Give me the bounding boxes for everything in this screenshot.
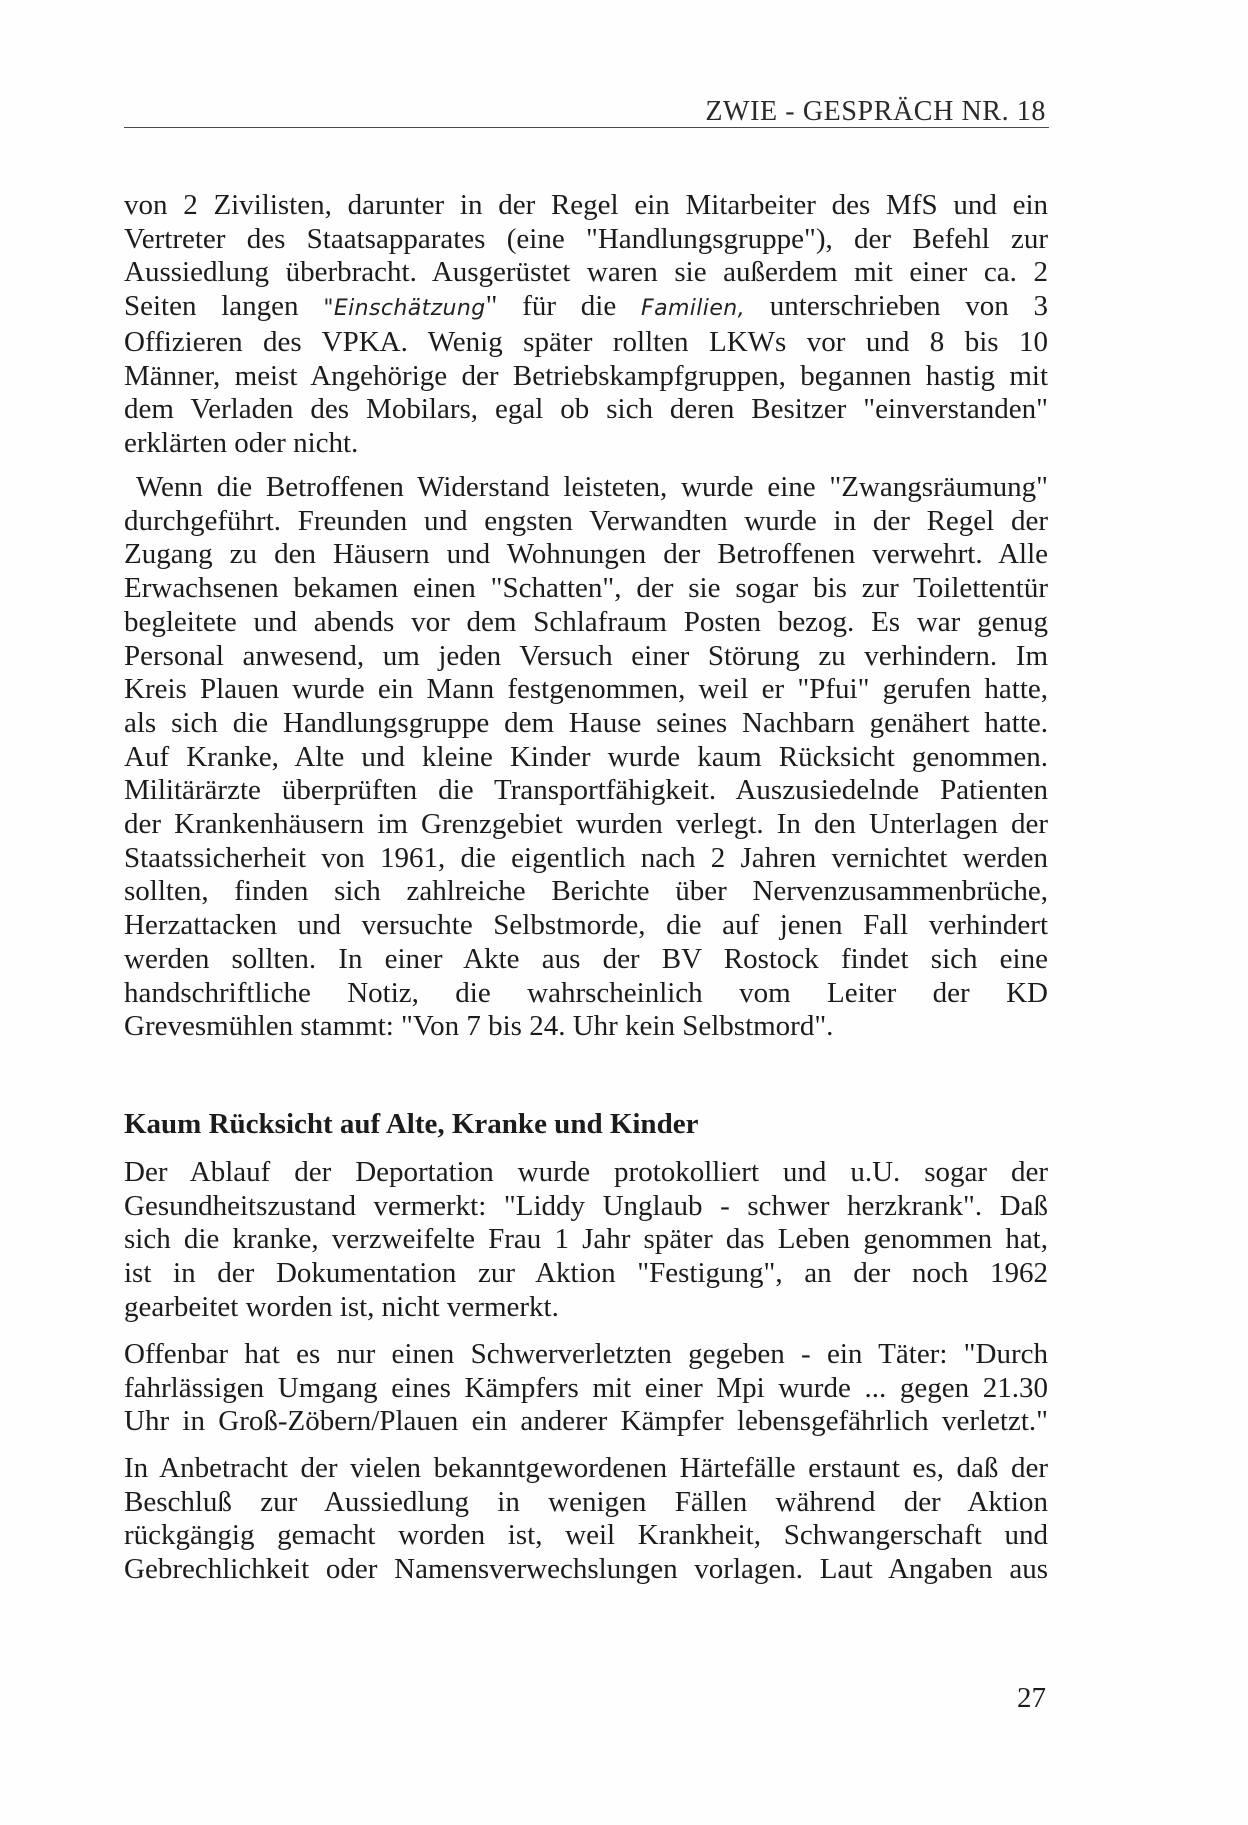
paragraph-5 [124,1452,1048,1587]
section-heading: Kaum Rücksicht auf Alte, Kranke und Kinder [124,1108,699,1140]
text-line: Uhr in Groß-Zöbern/Plauen ein anderer Kämpfer lebensgefährlich verletzt." [124,1405,1048,1438]
text-line: Auf Kranke, Alte und kleine Kinder wurde kaum Rücksicht genommen. [124,740,1048,773]
text-line: ist in der Dokumentation zur Aktion "Festigung", an der noch 1962 [124,1257,1048,1290]
handwritten-correction: Familien, [641,296,745,322]
text-line: Wenn die Betroffenen Widerstand leisteten, wurde eine "Zwangsräumung" [136,471,1048,503]
paragraph-2 [124,471,1048,1044]
text-line: Gesundheitszustand vermerkt: "Liddy Unglaub - schwer herzkrank". Daß [124,1189,1048,1222]
text-line: rückgängig gemacht worden ist, weil Krankheit, Schwangerschaft und [124,1519,1048,1552]
text-line: Grevesmühlen stammt: "Von 7 bis 24. Uhr kein Selbstmord". [124,1010,834,1043]
paragraph-1 [124,189,1048,461]
text-line: fahrlässigen Umgang eines Kämpfers mit einer Mpi wurde ... gegen 21.30 [124,1371,1048,1404]
text-line: der Krankenhäusern im Grenzgebiet wurden verlegt. In den Unterlagen der [124,808,1048,841]
text-line: dem Verladen des Mobilars, egal ob sich deren Besitzer "einverstanden" [124,393,1048,426]
text-line: Zugang zu den Häusern und Wohnungen der Betroffenen verwehrt. Alle [124,538,1048,571]
text-line: Kreis Plauen wurde ein Mann festgenommen, weil er "Pfui" gerufen hatte, [124,673,1048,706]
paragraph-3 [124,1156,1048,1325]
text-line: Offizieren des VPKA. Wenig später rollten LKWs vor und 8 bis 10 [124,325,1048,358]
text-line: handschriftliche Notiz, die wahrscheinlich vom Leiter der KD [124,976,1048,1009]
text-line: von 2 Zivilisten, darunter in der Regel ein Mitarbeiter des MfS und ein [124,189,1048,221]
text-line: durchgeführt. Freunden und engsten Verwandten wurde in der Regel der [124,504,1048,537]
text-line: Gebrechlichkeit oder Namensverwechslungen vorlagen. Laut Angaben aus [124,1553,1048,1586]
page-number: 27 [1017,1682,1046,1714]
text-line: Militärärzte überprüften die Transportfähigkeit. Auszusiedelnde Patienten [124,774,1048,807]
text-line: als sich die Handlungsgruppe dem Hause seines Nachbarn genähert hatte. [124,706,1048,739]
text-line: gearbeitet worden ist, nicht vermerkt. [124,1290,559,1323]
text-line: Herzattacken und versuchte Selbstmorde, die auf jenen Fall verhindert [124,909,1048,942]
text-segment: Seiten langen [124,290,324,323]
text-line: Aussiedlung überbracht. Ausgerüstet waren sie außerdem mit einer ca. 2 [124,256,1048,289]
text-segment: unterschrieben von 3 [745,290,1048,323]
header-rule [124,127,1049,128]
text-line: In Anbetracht der vielen bekanntgewordenen Härtefälle erstaunt es, daß der [124,1452,1048,1484]
text-line: Personal anwesend, um jeden Versuch einer Störung zu verhindern. Im [124,639,1048,672]
handwritten-correction: "Einschätzung [323,296,486,322]
text-line: Männer, meist Angehörige der Betriebskampfgruppen, begannen hastig mit [124,359,1048,392]
text-line [124,290,1048,326]
text-line: Vertreter des Staatsapparates (eine "Handlungsgruppe"), der Befehl zur [124,222,1048,255]
text-line: begleitete und abends vor dem Schlafraum Posten bezog. Es war genug [124,605,1048,638]
text-line: Der Ablauf der Deportation wurde protokolliert und u.U. sogar der [124,1156,1048,1188]
text-segment: " für die [485,290,642,323]
text-line: werden sollten. In einer Akte aus der BV Rostock findet sich eine [124,942,1048,975]
text-line: sollten, finden sich zahlreiche Berichte über Nervenzusammenbrüche, [124,875,1048,908]
text-line: Erwachsenen bekamen einen "Schatten", der sie sogar bis zur Toilettentür [124,572,1048,605]
text-line: Staatssicherheit von 1961, die eigentlich nach 2 Jahren vernichtet werden [124,841,1048,874]
paragraph-4 [124,1338,1048,1439]
text-line: Offenbar hat es nur einen Schwerverletzten gegeben - ein Täter: "Durch [124,1338,1048,1370]
running-header: ZWIE - GESPRÄCH NR. 18 [705,96,1046,127]
text-line: erklärten oder nicht. [124,426,359,459]
text-line: Beschluß zur Aussiedlung in wenigen Fällen während der Aktion [124,1485,1048,1518]
text-line: sich die kranke, verzweifelte Frau 1 Jahr später das Leben genommen hat, [124,1223,1048,1256]
